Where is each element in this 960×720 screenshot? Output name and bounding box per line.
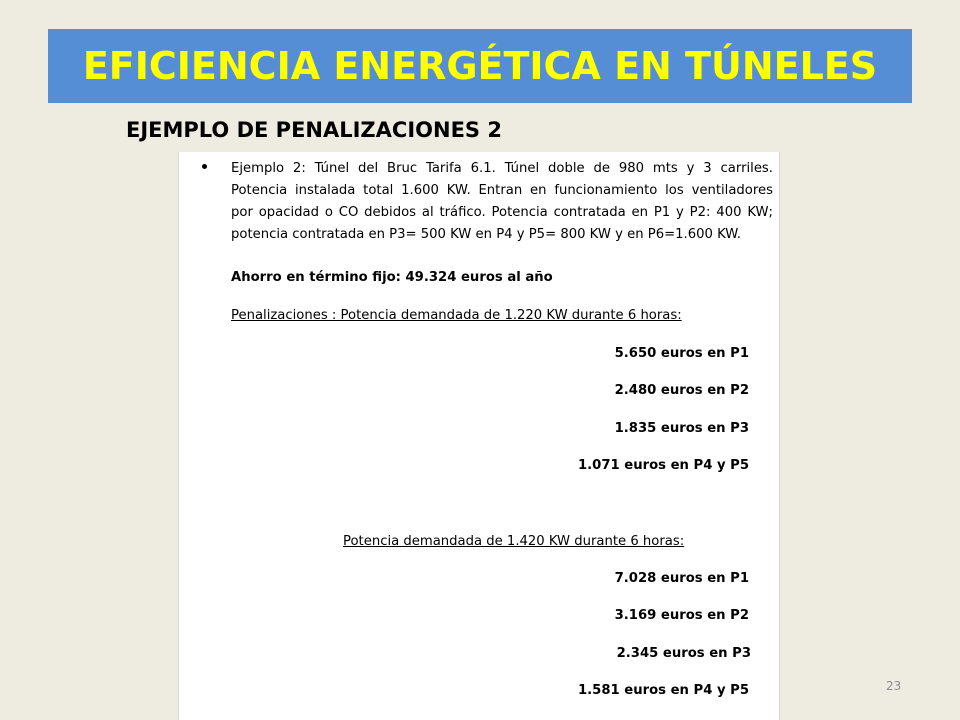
document-page	[178, 152, 780, 720]
penalties-heading-1: Penalizaciones : Potencia demandada de 1.220 KW durante 6 horas:	[231, 308, 682, 323]
intro-line: Potencia instalada total 1.600 KW. Entran en funcionamiento los ventiladores	[231, 183, 773, 198]
intro-line: potencia contratada en P3= 500 KW en P4 y P5= 800 KW y en P6=1.600 KW.	[231, 227, 741, 242]
penalty-amount: 1.071 euros en P4 y P5	[577, 458, 749, 473]
penalty-amount: 2.345 euros en P3	[616, 646, 751, 661]
savings-line: Ahorro en término fijo: 49.324 euros al año	[231, 270, 553, 285]
penalty-amount: 1.835 euros en P3	[614, 421, 749, 436]
penalty-amount: 5.650 euros en P1	[614, 346, 749, 361]
penalty-amount: 3.169 euros en P2	[614, 608, 749, 623]
page-number: 23	[886, 679, 902, 693]
penalty-amount: 7.028 euros en P1	[614, 571, 749, 586]
slide-subtitle: EJEMPLO DE PENALIZACIONES 2	[126, 118, 502, 142]
penalty-amount: 2.480 euros en P2	[614, 383, 749, 398]
intro-paragraph	[231, 158, 773, 246]
bullet-icon	[202, 164, 207, 169]
intro-line: Ejemplo 2: Túnel del Bruc Tarifa 6.1. Túnel doble de 980 mts y 3 carriles.	[231, 161, 773, 176]
penalty-amount: 1.581 euros en P4 y P5	[577, 683, 749, 698]
intro-line: por opacidad o CO debidos al tráfico. Potencia contratada en P1 y P2: 400 KW;	[231, 205, 773, 220]
slide-title: EFICIENCIA ENERGÉTICA EN TÚNELES	[82, 44, 878, 88]
penalties-heading-2: Potencia demandada de 1.420 KW durante 6 horas:	[343, 534, 685, 549]
title-bar	[48, 29, 912, 103]
